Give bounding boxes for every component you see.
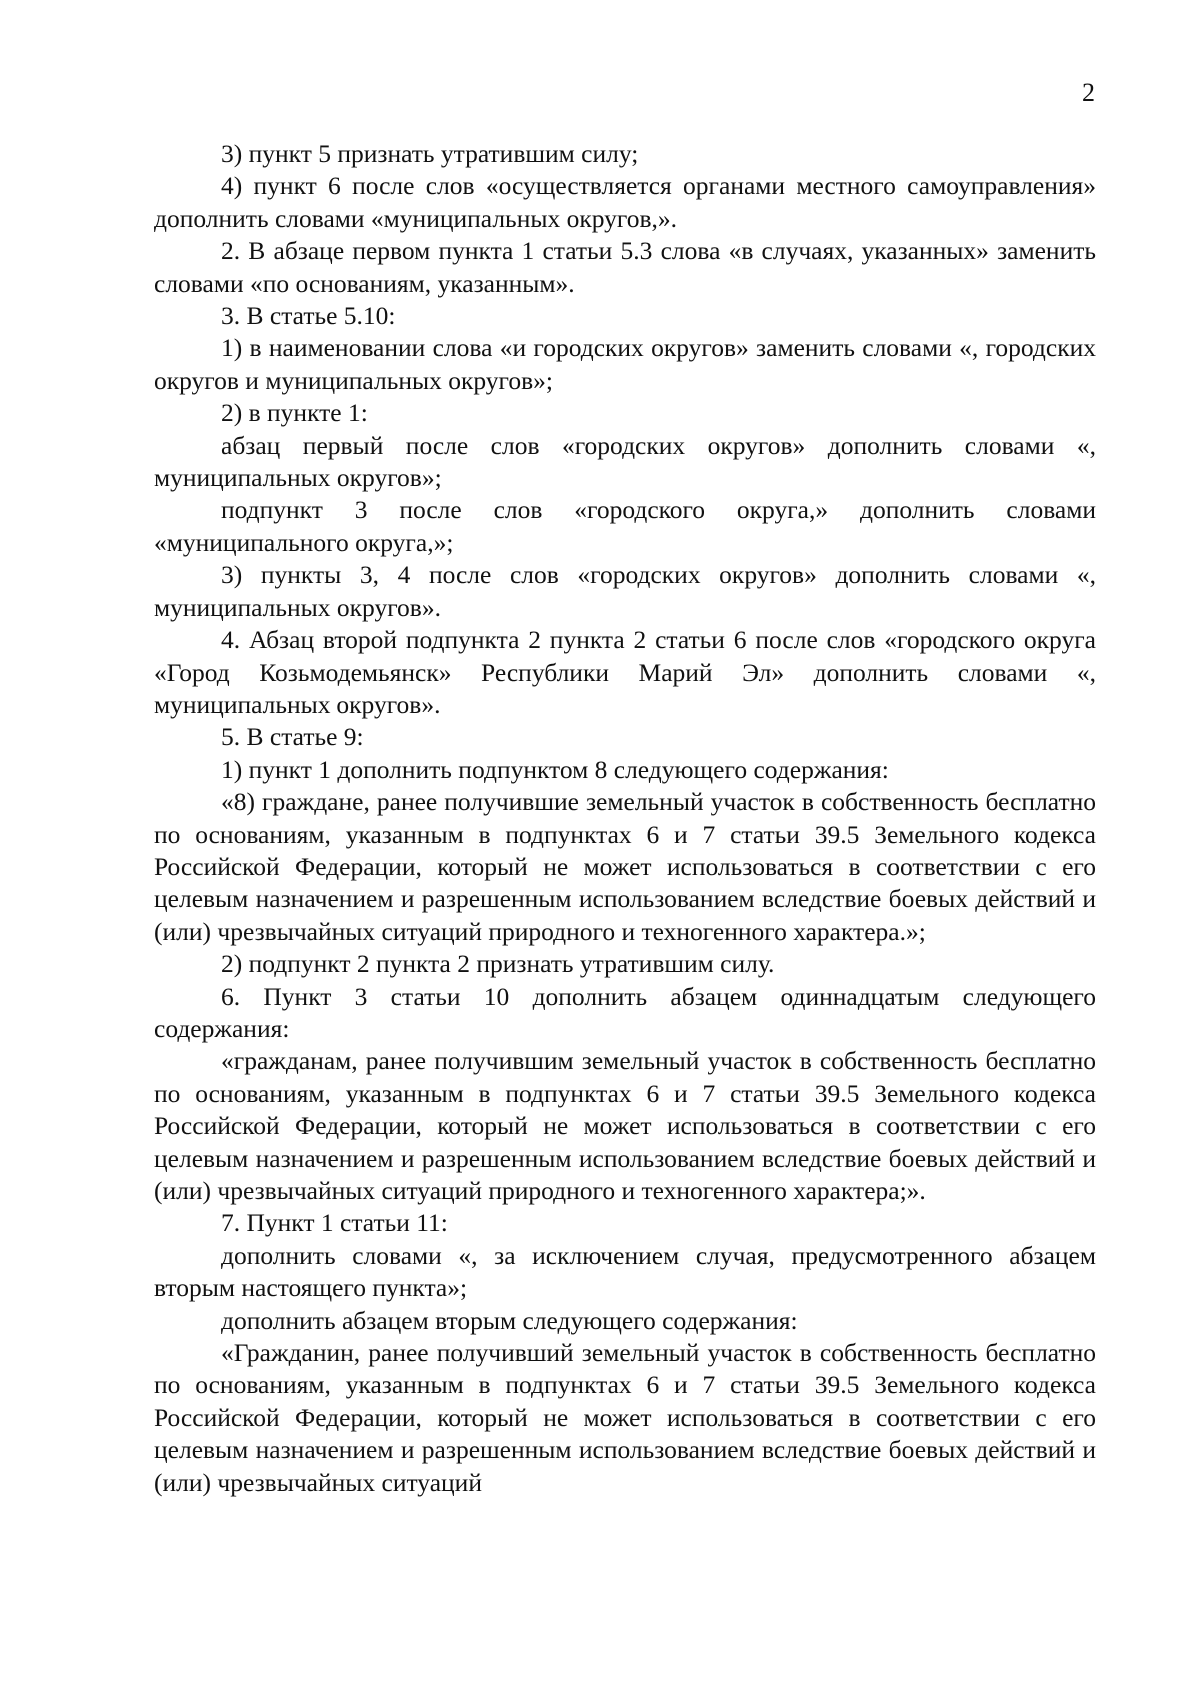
paragraph-13: «8) граждане, ранее получившие земельный участок в собственность бесплатно по основаниям, указанным в подпунктах 6 и 7 статьи 39.5 Земельного кодекса Российской Федерации, который не может использоваться в соответствии с его целевым назначением и разрешенным использованием вследствие боевых действий и (или) чрезвычайных ситуаций природного и техногенного характера.»; — [154, 787, 1096, 946]
paragraph-7: абзац первый после слов «городских округов» дополнить словами «, муниципальных округов»; — [154, 430, 1096, 493]
paragraph-8: подпункт 3 после слов «городского округа,» дополнить словами «муниципального округа,»; — [154, 495, 1096, 557]
paragraph-5: 1) в наименовании слова «и городских округов» заменить словами «, городских округов и муниципальных округов»; — [154, 333, 1096, 395]
document-body — [154, 138, 1096, 1499]
paragraph-6: 2) в пункте 1: — [221, 398, 368, 428]
paragraph-14: 2) подпункт 2 пункта 2 признать утратившим силу. — [221, 949, 775, 979]
paragraph-17: 7. Пункт 1 статьи 11: — [221, 1208, 448, 1238]
page-number: 2 — [1082, 78, 1095, 107]
paragraph-18: дополнить словами «, за исключением случая, предусмотренного абзацем вторым настоящего пункта»; — [154, 1240, 1096, 1303]
paragraph-20: «Гражданин, ранее получивший земельный участок в собственность бесплатно по основаниям, указанным в подпунктах 6 и 7 статьи 39.5 Земельного кодекса Российской Федерации, который не может использоваться в соответствии с его целевым назначением и разрешенным использованием вследствие боевых действий и (или) чрезвычайных ситуаций — [154, 1338, 1096, 1497]
paragraph-11: 5. В статье 9: — [221, 722, 364, 752]
paragraph-4: 3. В статье 5.10: — [221, 301, 396, 331]
paragraph-2: 4) пункт 6 после слов «осуществляется органами местного самоуправления» дополнить словами «муниципальных округов,». — [154, 171, 1096, 233]
paragraph-19: дополнить абзацем вторым следующего содержания: — [221, 1305, 798, 1335]
paragraph-12: 1) пункт 1 дополнить подпунктом 8 следующего содержания: — [221, 754, 889, 784]
paragraph-3: 2. В абзаце первом пункта 1 статьи 5.3 слова «в случаях, указанных» заменить словами «по основаниям, указанным». — [154, 236, 1096, 298]
paragraph-10: 4. Абзац второй подпункта 2 пункта 2 статьи 6 после слов «городского округа «Город Козьмодемьянск» Республики Марий Эл» дополнить словами «, муниципальных округов». — [154, 625, 1096, 719]
paragraph-9: 3) пункты 3, 4 после слов «городских округов» дополнить словами «, муниципальных округов». — [154, 560, 1096, 622]
paragraph-1: 3) пункт 5 признать утратившим силу; — [221, 139, 639, 168]
paragraph-15: 6. Пункт 3 статьи 10 дополнить абзацем одиннадцатым следующего содержания: — [154, 981, 1096, 1043]
paragraph-16: «гражданам, ранее получившим земельный участок в собственность бесплатно по основаниям, указанным в подпунктах 6 и 7 статьи 39.5 Земельного кодекса Российской Федерации, который не может использоваться в соответствии с его целевым назначением и разрешенным использованием вследствие боевых действий и (или) чрезвычайных ситуаций природного и техногенного характера;». — [154, 1046, 1096, 1205]
